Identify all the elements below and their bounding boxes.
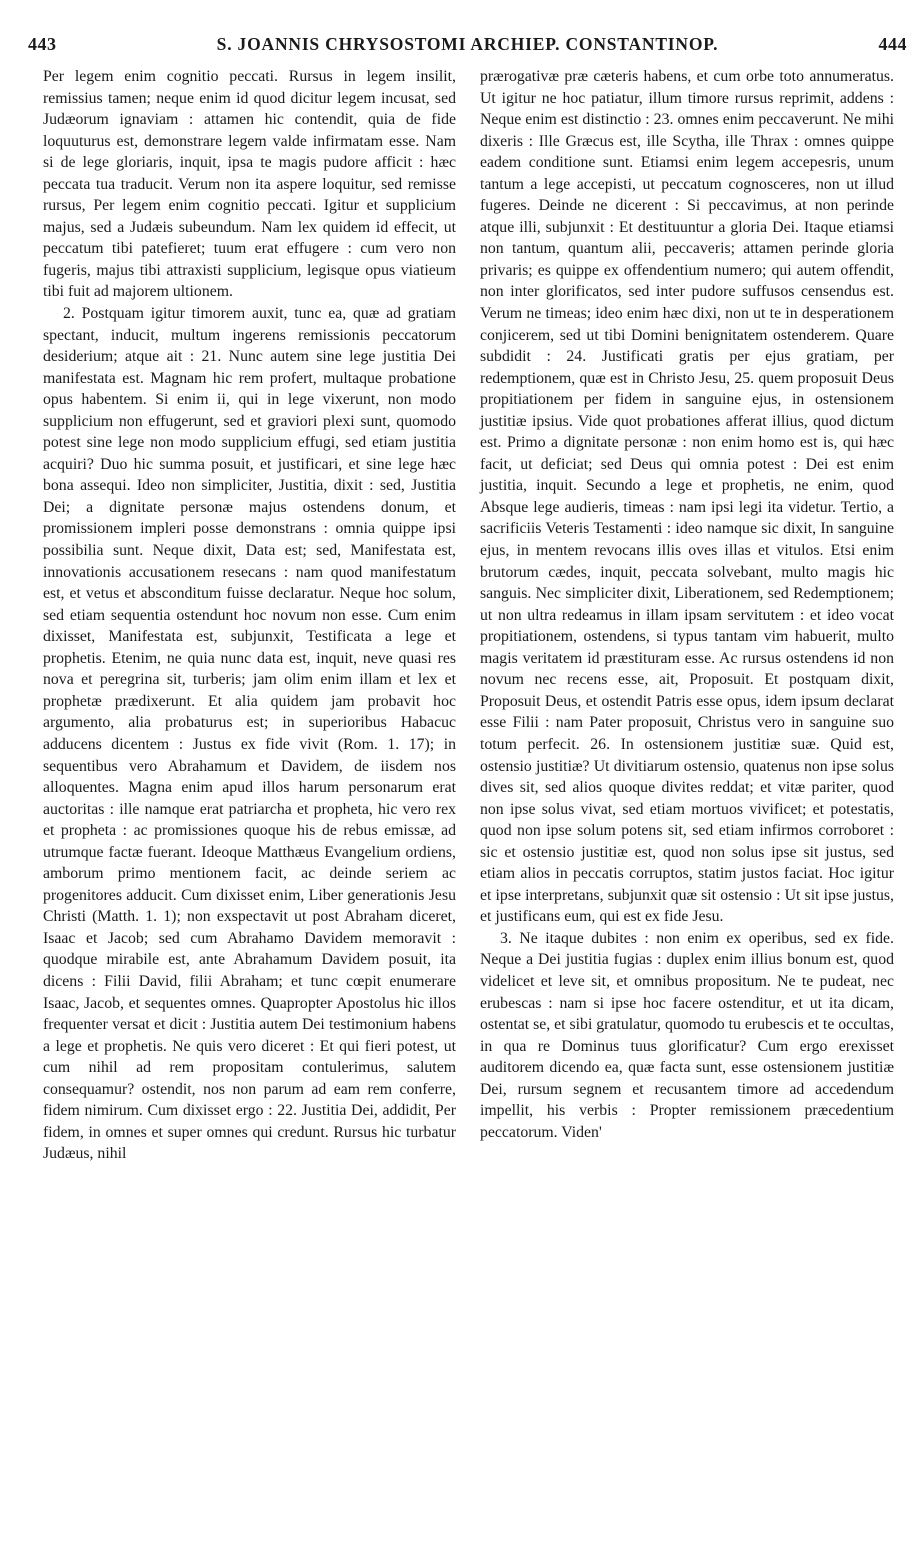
left-paragraph-2: 2. Postquam igitur timorem auxit, tunc ea, quæ ad gratiam spectant, inducit, multum ingerens remissionis peccatorum desiderium; atque ait : 21. Nunc autem sine lege justitia Dei manifestata est. Magnam hic rem profert, multaque probatione opus habentem. Si enim ii, qui in lege vixerunt, non modo supplicium non effugerunt, sed et graviori plexi sunt, quomodo potest sine lege non modo supplicium effugi, sed etiam justitia acquiri? Duo hic summa posuit, et justificari, et sine lege hæc bona assequi. Ideo non simpliciter, Justitia, dixit : sed, Justitia Dei; a dignitate personæ majus ostendens donum, et promissionem impleri posse demonstrans : omnia quippe ipsi possibilia sunt. Neque dixit, Data est; sed, Manifestata est, innovationis accusationem resecans : nam quod manifestatum est, et vetus et absconditum fuisse declaratur. Neque hoc solum, sed etiam sequentia ostendunt hoc novum non esse. Cum enim dixisset, Manifestata est, subjunxit, Testificata a lege et prophetis. Etenim, ne quia nunc data est, inquit, neve quasi res nova et peregrina sit, turberis; jam olim enim illam et lex et prophetæ prædixerunt. Et alia quidem jam probavit hoc argumento, alia probaturus est; in superioribus Habacuc adducens dicentem : Justus ex fide vivit (Rom. 1. 17); in sequentibus vero Abrahamum et Davidem, de iisdem nos alloquentes. Magna enim apud illos harum personarum erat auctoritas : ille namque erat patriarcha et propheta, hic vero rex et propheta : ac promissiones quoque his de rebus emissæ, ad utrumque factæ fuerant. Ideoque Matthæus Evangelium ordiens, amborum primo mentionem facit, ac deinde seriem ac progenitores adducit. Cum dixisset enim, Liber generationis Jesu Christi (Matth. 1. 1); non exspectavit ut post Abraham diceret, Isaac et Jacob; sed cum Abrahamo Davidem memoravit : quodque mirabile est, ante Abrahamum Davidem posuit, ita dicens : Filii David, filii Abraham; et tunc cœpit enumerare Isaac, Jacob, et sequentes omnes. Quapropter Apostolus hic illos frequenter versat et dicit : Justitia autem Dei testimonium habens a lege et prophetis. Ne quis vero diceret : Et qui fieri potest, ut cum nihil ad rem propositam contulerimus, salutem consequamur? ostendit, nos non parum ad eam rem conferre, fidem nimirum. Cum dixisset ergo : 22. Justitia Dei, addidit, Per fidem, in omnes et super omnes qui credunt. Rursus hic turbatur Judæus, nihil — [43, 305, 456, 1163]
running-title: S. JOANNIS CHRYSOSTOMI ARCHIEP. CONSTANTINOP. — [216, 34, 719, 54]
right-paragraph-2: 3. Ne itaque dubites : non enim ex operibus, sed ex fide. Neque a Dei justitia fugias : duplex enim illius bonum est, quod videlicet et leve sit, et omnibus propositum. Ne te pudeat, nec erubescas : nam si ipse hoc facere ostenditur, et ut ita dicam, ostentat se, et sibi gratulatur, quomodo tu erubescis et te occultas, in qua re Dominus tuus glorificatur? Cum ergo erexisset auditorem dicendo ea, quæ facta sunt, esse ostensionem justitiæ Dei, rursum segnem et recusantem timore ad accedendum impellit, his verbis : Propter remissionem præcedentium peccatorum. Viden' — [480, 929, 894, 1141]
page-number-right: 444 — [878, 34, 907, 54]
running-header — [28, 34, 907, 62]
right-column — [480, 66, 894, 1143]
left-paragraph-1: Per legem enim cognitio peccati. Rursus in legem insilit, remissius tamen; neque enim id quod dicitur legem incusat, sed Judæorum ignaviam : attamen hic contendit, quia de fide loquuturus est, demonstrare legem valde infirmatam esse. Nam si de lege gloriaris, inquit, ipsa te magis pudore afficit : hæc peccata tua traducit. Verum non ita aspere loquitur, sed remisse rursus, Per legem enim cognitio peccati. Igitur et supplicium majus, sed a Judæis subeundum. Nam lex quidem id effecit, ut peccatum tibi patefieret; tuum erat effugere : cum vero non fugeris, majus tibi attraxisti supplicium, legisque opus viatieum tibi fuit ad majorem ultionem. — [43, 68, 456, 301]
page-number-left: 443 — [28, 34, 57, 54]
right-paragraph-1: prærogativæ præ cæteris habens, et cum orbe toto annumeratus. Ut igitur ne hoc patiatur, illum timore rursus reprimit, addens : Neque enim est distinctio : 23. omnes enim peccaverunt. Ne mihi dixeris : Ille Græcus est, ille Scytha, ille Thrax : omnes quippe eadem conditione sunt. Etiamsi enim legem accepesris, unum tantum a lege accepisti, ut peccatum cognosceres, non ut illud fugeres. Deinde ne dicerent : Si peccavimus, at non perinde atque illi, subjunxit : Et destituuntur a gloria Dei. Itaque etiamsi non tantum, quantum alii, peccaveris; attamen perinde gloria privaris; es quippe ex offendentium numero; qui autem offendit, non inter glorificatos, sed inter pudore suffusos censendus est. Verum ne timeas; ideo enim hæc dixi, non ut te in desperationem conjicerem, sed ut tibi Domini benignitatem ostenderem. Quare subdidit : 24. Justificati gratis per ejus gratiam, per redemptionem, quæ est in Christo Jesu, 25. quem proposuit Deus propitiationem per fidem in sanguine ejus, in ostensionem justitiæ ipsius. Vide quot probationes afferat illius, quod dictum est. Primo a dignitate personæ : non enim homo est is, qui hæc facit, ut deficiat; sed Deus qui omnia potest : Dei est enim justitia, inquit. Secundo a lege et prophetis, ne enim, quod Absque lege audieris, timeas : nam ipsi legi ita videtur. Tertio, a sacrificiis Veteris Testamenti : ideo namque sic dixit, In sanguine ejus, in mentem revocans illis oves illas et vitulos. Etsi enim brutorum cædes, inquit, peccata solvebant, multo magis hic sanguis. Nec simpliciter dixit, Liberationem, sed Redemptionem; ut non ultra redeamus in illam ipsam servitutem : et ideo vocat propitiationem, ostendens, si typus tantam vim habuerit, multo magis veritatem id præstituram esse. Ac rursus ostendens id non novum nec recens esse, ait, Proposuit. Et postquam dixit, Proposuit Deus, et ostendit Patris esse opus, idem ipsum declarat esse Filii : nam Pater proposuit, Christus vero in sanguine suo totum perfecit. 26. In ostensionem justitiæ suæ. Quid est, ostensio justitiæ? Ut divitiarum ostensio, quatenus non ipse solus dives sit, sed alios quoque divites reddat; et vitæ pariter, quod non ipse solus vivat, sed etiam mortuos vivificet; et potestatis, quod non ipse solum potens sit, sed etiam infirmos corroboret : sic et ostensio justitiæ est, quod non solus ipse sit justus, sed etiam alios in peccatis corruptos, statim justos faciat. Hoc igitur et ipse interpretans, subjunxit quæ sit ostensio : Ut sit ipse justus, et justificans eum, qui est ex fide Jesu. — [480, 68, 894, 926]
left-column — [43, 66, 456, 1165]
